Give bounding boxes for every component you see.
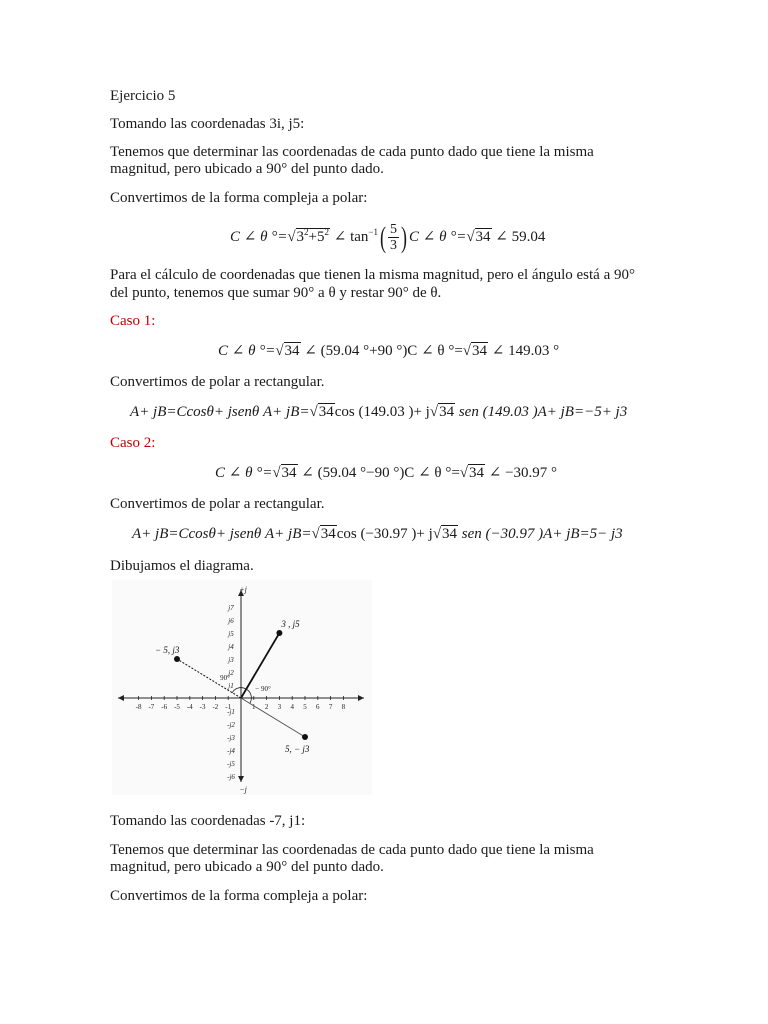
- equation-1: C ∠ θ $^\circ=√3^2+5^2$ ∠ $\tan^{-1}$( $\frac{5}{3}$ ) C ∠ θ °=√34 ∠ 59.04: [230, 220, 546, 254]
- paragraph-tomando-2: Tomando las coordenadas -7, j1:: [110, 813, 306, 829]
- exercise-title: Ejercicio 5: [110, 88, 176, 104]
- paragraph-tenemos-2b: magnitud, pero ubicado a 90° del punto dado.: [110, 859, 384, 875]
- x-tick-label: 5: [303, 703, 307, 711]
- paragraph-para-b: del punto, tenemos que sumar 90° a θ y restar 90° de θ.: [110, 285, 442, 301]
- paragraph-para-a: Para el cálculo de coordenadas que tienen la misma magnitud, pero el ángulo está a 90°: [110, 267, 635, 283]
- paragraph-tenemos-1a: Tenemos que determinar las coordenadas de cada punto dado que tiene la misma: [110, 144, 594, 160]
- x-tick-label: 4: [290, 703, 294, 711]
- x-axis-arrow-right: [358, 695, 364, 701]
- angle-label-right: − 90°: [255, 685, 271, 693]
- x-tick-label: -6: [161, 703, 168, 711]
- paragraph-convertimos-2: Convertimos de la forma compleja a polar:: [110, 888, 368, 904]
- x-tick-label: 3: [277, 703, 282, 711]
- point-label-neg5-j3: − 5, j3: [155, 645, 180, 655]
- y-tick-label: j2: [228, 669, 234, 677]
- x-tick-label: -1: [225, 703, 232, 711]
- y-tick-label: j7: [228, 604, 234, 612]
- y-tick-label: j4: [228, 643, 234, 651]
- x-tick-label: 2: [264, 703, 269, 711]
- equation-5: A+ jB=Ccosθ+ jsenθ A+ jB=√34cos (−30.97 )+ j√34 sen (−30.97 )A+ jB=5− j3: [132, 526, 623, 542]
- paragraph-tomando-1: Tomando las coordenadas 3i, j5:: [110, 116, 305, 132]
- y-tick-label: -j4: [227, 747, 235, 755]
- equation-2: C ∠ θ °=√34 ∠ (59.04 °+90 °)C ∠ θ °=√34 ∠ 149.03 °: [218, 343, 560, 359]
- paragraph-tenemos-1b: magnitud, pero ubicado a 90° del punto dado.: [110, 161, 384, 177]
- y-tick-label: j3: [228, 656, 234, 664]
- phasor-line-rotated-minus: [241, 698, 305, 737]
- x-tick-label: 6: [316, 703, 320, 711]
- x-tick-label: -4: [186, 703, 193, 711]
- angle-label-left: 90°: [220, 674, 230, 682]
- y-tick-label: -j2: [227, 721, 235, 729]
- x-tick-label: 1: [252, 703, 256, 711]
- point-label-3-j5: 3 , j5: [281, 619, 300, 629]
- paragraph-dibujamos: Dibujamos el diagrama.: [110, 558, 254, 574]
- y-tick-label: j1: [228, 682, 234, 690]
- paragraph-polar-rect-2: Convertimos de polar a rectangular.: [110, 496, 325, 512]
- x-tick-label: -5: [174, 703, 180, 711]
- paragraph-tenemos-2a: Tenemos que determinar las coordenadas de cada punto dado que tiene la misma: [110, 842, 594, 858]
- x-tick-label: 7: [328, 703, 333, 711]
- caso-1-heading: Caso 1:: [110, 313, 156, 329]
- x-tick-label: 8: [341, 703, 346, 711]
- x-tick-label: -8: [135, 703, 142, 711]
- y-tick-label: -j1: [227, 708, 235, 716]
- y-tick-label: -j3: [227, 734, 235, 742]
- axis-top-label: +j: [239, 585, 247, 594]
- y-tick-label: j6: [228, 617, 234, 625]
- equation-3: A+ jB=Ccosθ+ jsenθ A+ jB=√34cos (149.03 )+ j√34 sen (149.03 )A+ jB=−5+ j3: [130, 404, 628, 420]
- phasor-line-rotated-plus: [177, 659, 241, 698]
- paragraph-convertimos-1: Convertimos de la forma compleja a polar:: [110, 190, 368, 206]
- point-5-negj3: [302, 734, 308, 740]
- point-3-j5: [276, 630, 282, 636]
- phasor-diagram: [112, 580, 372, 795]
- x-tick-label: -7: [148, 703, 155, 711]
- x-tick-label: -3: [199, 703, 206, 711]
- axis-bottom-label: −j: [239, 785, 247, 794]
- y-tick-label: -j6: [227, 773, 235, 781]
- phasor-diagram-svg: [112, 580, 372, 795]
- x-axis-arrow-left: [118, 695, 124, 701]
- paragraph-polar-rect-1: Convertimos de polar a rectangular.: [110, 374, 325, 390]
- point-label-5-negj3: 5, − j3: [285, 744, 310, 754]
- y-tick-label: j5: [228, 630, 234, 638]
- caso-2-heading: Caso 2:: [110, 435, 156, 451]
- y-tick-label: -j5: [227, 760, 235, 768]
- x-tick-label: -2: [212, 703, 219, 711]
- y-axis-arrow-bottom: [238, 776, 244, 782]
- angle-arc-right: [246, 689, 251, 703]
- point-neg5-j3: [174, 656, 180, 662]
- equation-4: C ∠ θ °=√34 ∠ (59.04 °−90 °)C ∠ θ °=√34 ∠ −30.97 °: [215, 465, 558, 481]
